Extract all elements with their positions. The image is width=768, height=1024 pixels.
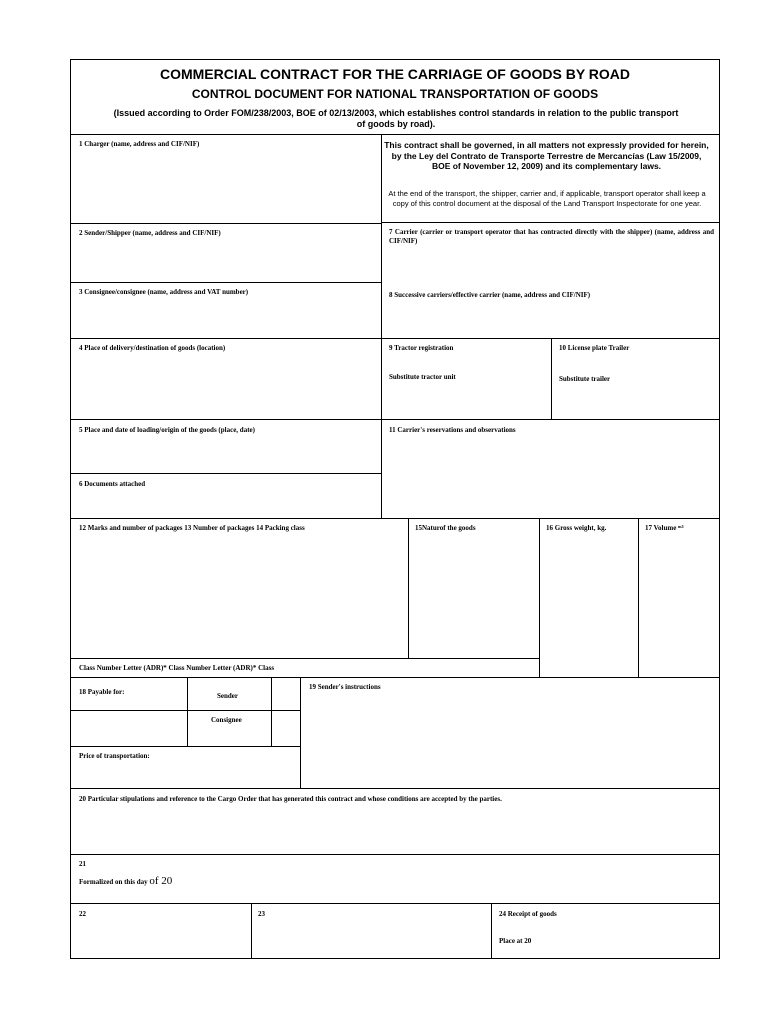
payable-sender-label: Sender — [217, 692, 238, 700]
field-24-label: 24 Receipt of goods — [499, 910, 557, 918]
divider — [71, 746, 300, 747]
divider — [381, 222, 719, 223]
field-18-label: 18 Payable for: — [79, 688, 125, 696]
divider — [408, 518, 409, 659]
divider — [71, 134, 719, 135]
divider — [71, 903, 719, 904]
field-5-label: 5 Place and date of loading/origin of the goods (place, date) — [79, 426, 255, 434]
field-10-label: 10 License plate Trailer — [559, 344, 630, 352]
form-subtitle: CONTROL DOCUMENT FOR NATIONAL TRANSPORTATION OF GOODS — [191, 87, 599, 101]
formalized-year: of 20 — [149, 875, 173, 887]
divider — [271, 677, 272, 747]
formalized-label: Formalized on this day — [79, 878, 148, 886]
governing-law-note: This contract shall be governed, in all matters not expressly provided for herein, by the Ley del Contrato de Transporte Terrestre de Mercancías (Law 15/2009, BOE of November 12, 2009) and its complementary laws. — [384, 140, 709, 171]
price-label: Price of transportation: — [79, 752, 150, 760]
divider — [71, 658, 539, 659]
divider — [551, 338, 552, 420]
divider — [71, 473, 381, 474]
divider — [300, 677, 301, 789]
divider — [71, 223, 381, 224]
field-4-label: 4 Place of delivery/destination of goods (location) — [79, 344, 226, 352]
divider — [381, 134, 382, 519]
field-22-label: 22 — [79, 910, 86, 918]
divider — [71, 518, 719, 519]
place-at-label: Place at 20 — [499, 937, 532, 945]
divider — [71, 419, 719, 420]
divider — [71, 788, 719, 789]
divider — [251, 903, 252, 959]
field-16-label: 16 Gross weight, kg. — [546, 524, 607, 532]
divider — [491, 903, 492, 959]
field-3-label: 3 Consignee/consignee (name, address and VAT number) — [79, 288, 249, 296]
keep-copy-note: At the end of the transport, the shipper, carrier and, if applicable, transport operator shall keep a copy of this control document at the disposal of the Land Transport Inspectorate for one year. — [388, 189, 706, 208]
field-12-14-label: 12 Marks and number of packages 13 Number of packages 14 Packing class — [79, 524, 305, 532]
field-23-label: 23 — [258, 910, 265, 918]
field-7-label: 7 Carrier (carrier or transport operator that has contracted directly with the shipper) (name, address and CIF/NIF) — [389, 228, 714, 245]
field-15-label: 15Naturof the goods — [415, 524, 476, 532]
divider — [71, 282, 381, 283]
field-1-label: 1 Charger (name, address and CIF/NIF) — [79, 140, 200, 148]
field-11-label: 11 Carrier's reservations and observations — [389, 426, 516, 434]
issued-note: (Issued according to Order FOM/238/2003, BOE of 02/13/2003, which establishes control standards in relation to the public transport of goods by road). — [113, 108, 679, 129]
formalized-line — [79, 875, 172, 887]
divider — [71, 854, 719, 855]
form-title: COMMERCIAL CONTRACT FOR THE CARRIAGE OF GOODS BY ROAD — [159, 66, 631, 82]
divider — [539, 518, 540, 678]
field-2-label: 2 Sender/Shipper (name, address and CIF/NIF) — [79, 229, 221, 237]
substitute-tractor-label: Substitute tractor unit — [389, 373, 456, 381]
field-8-label: 8 Successive carriers/effective carrier (name, address and CIF/NIF) — [389, 291, 591, 299]
divider — [71, 677, 719, 678]
divider — [187, 677, 188, 747]
divider — [71, 710, 300, 711]
divider — [71, 338, 719, 339]
adr-class-row: Class Number Letter (ADR)* Class Number Letter (ADR)* Class — [79, 664, 275, 672]
field-17-label: 17 Volume ᵐ³ — [645, 524, 684, 532]
field-6-label: 6 Documents attached — [79, 480, 146, 488]
contract-form — [70, 59, 720, 959]
payable-consignee-label: Consignee — [211, 716, 242, 724]
divider — [638, 518, 639, 678]
field-21-label: 21 — [79, 860, 86, 868]
field-20-label: 20 Particular stipulations and reference to the Cargo Order that has generated this contract and whose conditions are accepted by the parties. — [79, 795, 502, 803]
field-19-label: 19 Sender's instructions — [309, 683, 381, 691]
field-9-label: 9 Tractor registration — [389, 344, 454, 352]
substitute-trailer-label: Substitute trailer — [559, 375, 611, 383]
